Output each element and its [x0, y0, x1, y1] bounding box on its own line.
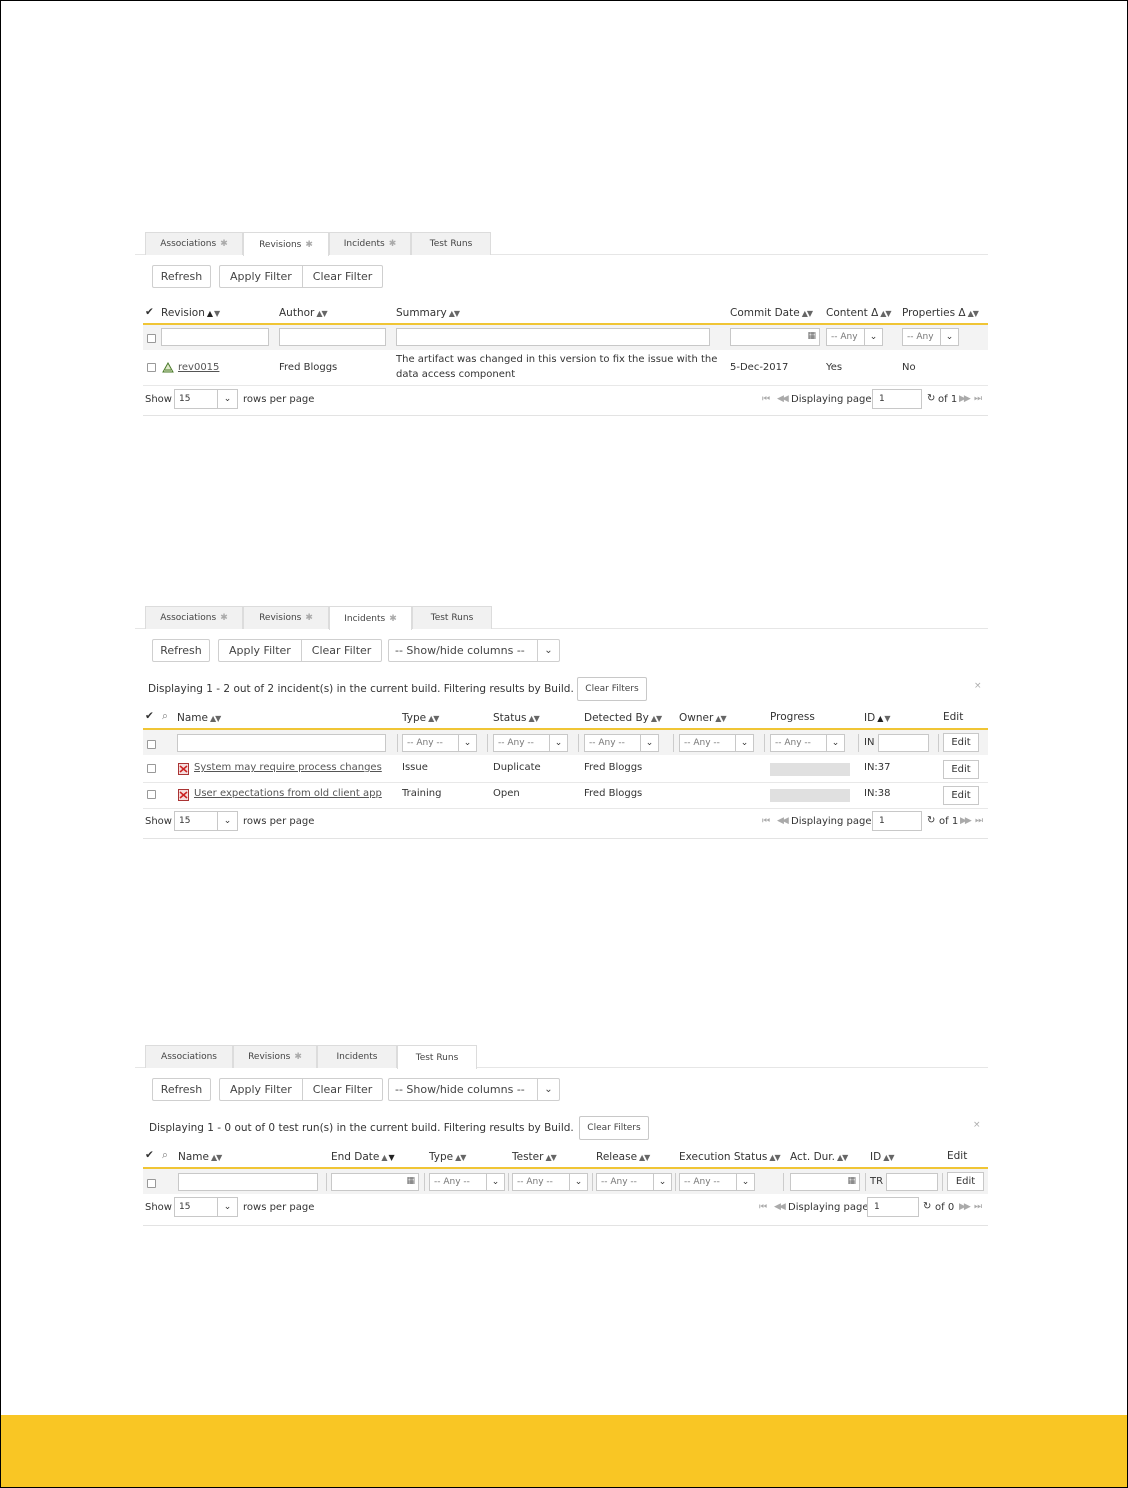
footer-accent-bar — [1, 1415, 1127, 1487]
rows-per-page-select[interactable] — [174, 811, 238, 831]
select-value: -- Any -- — [407, 738, 443, 748]
tab-label: Incidents — [344, 613, 386, 624]
id-filter-input[interactable] — [878, 734, 929, 752]
filter-row — [143, 1169, 988, 1194]
rows-per-page-label: rows per page — [243, 816, 315, 827]
sort-icon[interactable]: ▼ — [388, 1153, 394, 1162]
last-page-icon[interactable]: ⏭ — [974, 1202, 981, 1212]
clear-filter-button[interactable]: Clear Filter — [302, 1079, 383, 1100]
release-filter-select[interactable] — [596, 1173, 672, 1191]
edit-button[interactable]: Edit — [943, 786, 979, 805]
show-hide-columns-select[interactable] — [388, 639, 560, 662]
refresh-button[interactable]: Refresh — [152, 265, 211, 288]
sort-icon[interactable]: ▲▼ — [639, 1153, 650, 1162]
id-cell: IN:38 — [864, 788, 891, 799]
edit-filter-button[interactable]: Edit — [943, 733, 979, 752]
type-filter-select[interactable] — [429, 1173, 505, 1191]
select-value: 15 — [179, 394, 191, 404]
filter-message: Displaying 1 - 2 out of 2 incident(s) in the current build. Filtering results by Build. — [148, 683, 574, 695]
next-page-icon[interactable]: ▶▶ — [960, 816, 970, 826]
status-cell: Open — [493, 788, 520, 799]
gear-icon: ✱ — [220, 613, 228, 623]
col-label: Act. Dur. — [790, 1151, 835, 1163]
row-checkbox[interactable] — [147, 363, 156, 372]
col-label: Author — [279, 307, 315, 319]
col-header-edit: Edit — [943, 711, 964, 723]
revisions-panel — [143, 232, 988, 422]
col-label: Summary — [396, 307, 447, 319]
incident-icon — [178, 789, 189, 801]
col-header-name[interactable] — [177, 712, 220, 724]
summary-cell-line2: data access component — [396, 369, 516, 380]
col-label: Execution Status — [679, 1151, 768, 1163]
tab-revisions[interactable] — [233, 1045, 317, 1068]
select-value: -- Any -- — [775, 738, 811, 748]
col-label: ID — [870, 1151, 882, 1163]
tab-revisions[interactable] — [243, 606, 329, 629]
progress-bar — [770, 763, 850, 776]
id-filter-input[interactable] — [886, 1173, 938, 1191]
tab-label: Incidents — [336, 1052, 378, 1062]
edit-button[interactable]: Edit — [943, 760, 979, 779]
col-header-status[interactable] — [493, 712, 539, 724]
calendar-icon[interactable]: ▦ — [406, 1176, 415, 1186]
sort-icon[interactable]: ▲▼ — [316, 309, 327, 318]
sort-icon[interactable]: ▲ — [381, 1153, 387, 1162]
name-filter-input[interactable] — [178, 1173, 318, 1191]
tab-label: Associations — [160, 239, 217, 249]
col-header-release[interactable] — [596, 1151, 649, 1163]
clear-filter-button[interactable]: Clear Filter — [301, 640, 382, 661]
progress-bar — [770, 789, 850, 802]
sort-icon[interactable]: ▼ — [214, 309, 220, 318]
chevron-down-icon[interactable]: ⌄ — [217, 390, 237, 408]
revision-link[interactable]: rev0015 — [178, 362, 220, 373]
page-count-label: of 0 — [935, 1202, 955, 1213]
select-value: -- Any -- — [434, 1177, 470, 1187]
detected-by-filter-select[interactable] — [584, 734, 659, 752]
col-label: Owner — [679, 712, 714, 724]
rows-per-page-label: rows per page — [243, 1202, 315, 1213]
type-cell: Issue — [402, 762, 428, 773]
select-value: 15 — [179, 1202, 191, 1212]
revision-icon — [162, 362, 174, 373]
refresh-icon[interactable]: ↻ — [927, 815, 936, 826]
sort-icon[interactable]: ▲▼ — [545, 1153, 556, 1162]
summary-cell-line1: The artifact was changed in this version to fix the issue with the — [396, 354, 718, 365]
revision-filter-input[interactable] — [161, 328, 269, 346]
col-label: End Date — [331, 1151, 380, 1163]
col-label: Type — [429, 1151, 454, 1163]
chevron-down-icon[interactable]: ⌄ — [940, 329, 958, 345]
filter-row — [143, 325, 988, 350]
rows-per-page-select[interactable] — [174, 1197, 238, 1217]
col-label: Revision — [161, 307, 205, 319]
sort-icon[interactable]: ▲▼ — [455, 1153, 466, 1162]
tab-label: Associations — [161, 1052, 217, 1062]
tab-label: Associations — [160, 613, 217, 623]
displaying-page-label: Displaying page — [788, 1202, 869, 1213]
sort-icon[interactable]: ▲▼ — [769, 1153, 780, 1162]
chevron-down-icon[interactable]: ⌄ — [217, 812, 237, 830]
clear-filters-button[interactable]: Clear Filters — [579, 1116, 649, 1140]
select-value: -- Any -- — [498, 738, 534, 748]
owner-filter-select[interactable] — [679, 734, 754, 752]
select-all-checkbox[interactable] — [147, 740, 156, 749]
col-header-name[interactable] — [178, 1151, 221, 1163]
filter-row — [143, 730, 988, 755]
chevron-down-icon[interactable]: ⌄ — [569, 1174, 587, 1190]
chevron-down-icon[interactable]: ⌄ — [640, 735, 658, 751]
panel-bottom-border — [143, 1225, 988, 1226]
rows-per-page-select[interactable] — [174, 389, 238, 409]
calendar-icon[interactable]: ▦ — [807, 331, 816, 341]
incidents-panel — [143, 606, 988, 846]
gear-icon: ✱ — [294, 1052, 302, 1062]
prev-page-icon[interactable]: ◀◀ — [774, 1202, 784, 1212]
id-prefix-label: IN — [864, 737, 875, 748]
gear-icon: ✱ — [389, 613, 397, 624]
apply-filter-button[interactable]: Apply Filter — [230, 1083, 292, 1096]
prev-page-icon[interactable]: ◀◀ — [777, 816, 787, 826]
content-cell: Yes — [826, 362, 843, 373]
col-label: Release — [596, 1151, 638, 1163]
select-value: -- Show/hide columns -- — [395, 1083, 525, 1096]
show-label: Show — [145, 816, 172, 827]
chevron-down-icon[interactable]: ⌄ — [549, 735, 567, 751]
end-date-filter-input[interactable] — [331, 1173, 419, 1191]
tab-incidents[interactable] — [329, 606, 412, 630]
row-checkbox[interactable] — [147, 764, 156, 773]
gear-icon: ✱ — [305, 613, 313, 623]
refresh-button[interactable]: Refresh — [152, 639, 210, 662]
execution-status-filter-select[interactable] — [679, 1173, 755, 1191]
commit-date-filter-input[interactable] — [730, 328, 820, 346]
sort-icon[interactable]: ▲ — [206, 309, 213, 318]
select-value: -- Any -- — [601, 1177, 637, 1187]
col-header-id[interactable] — [864, 712, 890, 724]
id-prefix-label: TR — [870, 1176, 884, 1187]
name-filter-input[interactable] — [177, 734, 386, 752]
id-cell: IN:37 — [864, 762, 891, 773]
tab-bar — [143, 1045, 988, 1068]
col-label: Properties Δ — [902, 307, 966, 319]
test-runs-panel — [143, 1045, 988, 1235]
tab-test-runs[interactable] — [397, 1045, 477, 1069]
sort-icon[interactable]: ▲▼ — [880, 309, 891, 318]
sort-icon[interactable]: ▼ — [884, 714, 890, 723]
refresh-icon[interactable]: ↻ — [927, 393, 936, 404]
type-cell: Training — [402, 788, 442, 799]
pager — [143, 1195, 988, 1223]
col-header-content[interactable] — [826, 307, 891, 319]
col-label: Content Δ — [826, 307, 879, 319]
tab-label: Incidents — [343, 239, 385, 249]
tab-incidents[interactable] — [329, 232, 411, 255]
chevron-down-icon[interactable]: ⌄ — [537, 640, 559, 661]
col-header-act-dur[interactable] — [790, 1151, 847, 1163]
type-filter-select[interactable] — [402, 734, 477, 752]
gear-icon: ✱ — [220, 239, 228, 249]
sort-icon[interactable]: ▲▼ — [209, 714, 221, 723]
tab-label: Revisions — [259, 239, 302, 250]
properties-filter-select[interactable] — [902, 328, 959, 346]
col-header-commit-date[interactable] — [730, 307, 812, 319]
select-value: -- Any -- — [684, 1177, 720, 1187]
attachment-icon: ⌕ — [162, 710, 168, 722]
select-value: -- Any -- — [517, 1177, 553, 1187]
tab-associations[interactable] — [145, 232, 243, 255]
edit-filter-button[interactable]: Edit — [947, 1172, 984, 1191]
chevron-down-icon[interactable]: ⌄ — [735, 735, 753, 751]
select-all-check-icon[interactable]: ✔ — [145, 1149, 154, 1161]
chevron-down-icon[interactable]: ⌄ — [537, 1079, 559, 1100]
tester-filter-select[interactable] — [512, 1173, 588, 1191]
col-label: Tester — [512, 1151, 544, 1163]
select-value: -- Show/hide columns -- — [395, 644, 525, 657]
select-value: 15 — [179, 816, 191, 826]
detected-by-cell: Fred Bloggs — [584, 788, 643, 799]
col-label: Detected By — [584, 712, 649, 724]
col-label: Name — [177, 712, 208, 724]
page-number-input[interactable]: 1 — [872, 389, 922, 409]
page-count-label: of 1 — [938, 394, 958, 405]
sort-icon[interactable]: ▲▼ — [967, 309, 978, 318]
calendar-icon[interactable]: ▦ — [847, 1176, 856, 1186]
incident-name-link[interactable]: System may require process changes — [194, 762, 382, 773]
close-icon[interactable]: × — [973, 1120, 981, 1130]
select-all-checkbox[interactable] — [147, 1179, 156, 1188]
content-filter-select[interactable] — [826, 328, 883, 346]
col-header-tester[interactable] — [512, 1151, 556, 1163]
pager — [143, 809, 988, 837]
tab-incidents[interactable] — [317, 1045, 397, 1068]
select-value: -- Any -- — [589, 738, 625, 748]
col-header-revision[interactable] — [161, 307, 219, 319]
tab-label: Test Runs — [415, 1052, 459, 1063]
col-header-type[interactable] — [429, 1151, 465, 1163]
rows-per-page-label: rows per page — [243, 394, 315, 405]
status-cell: Duplicate — [493, 762, 541, 773]
col-header-execution-status[interactable] — [679, 1151, 780, 1163]
col-header-end-date[interactable] — [331, 1151, 394, 1163]
chevron-down-icon[interactable]: ⌄ — [864, 329, 882, 345]
displaying-page-label: Displaying page — [791, 816, 872, 827]
author-cell: Fred Bloggs — [279, 362, 338, 373]
apply-filter-button[interactable]: Apply Filter — [230, 270, 292, 283]
panel-bottom-border — [143, 415, 988, 416]
col-header-detected-by[interactable] — [584, 712, 661, 724]
sort-icon[interactable]: ▲▼ — [448, 309, 460, 318]
properties-cell: No — [902, 362, 916, 373]
act-dur-filter-input[interactable] — [790, 1173, 860, 1191]
page-number-input[interactable]: 1 — [867, 1197, 919, 1217]
select-value: -- Any — [831, 332, 858, 342]
tab-associations[interactable] — [145, 606, 243, 629]
row-divider — [143, 782, 988, 783]
col-header-id[interactable] — [870, 1151, 894, 1163]
next-page-icon[interactable]: ▶▶ — [959, 394, 969, 404]
next-page-icon[interactable]: ▶▶ — [959, 1202, 969, 1212]
col-label: Name — [178, 1151, 209, 1163]
clear-filter-button[interactable]: Clear Filter — [302, 266, 383, 287]
tab-label: Test Runs — [429, 239, 473, 249]
tab-bar — [143, 232, 988, 255]
chevron-down-icon[interactable]: ⌄ — [217, 1198, 237, 1216]
filter-button-group — [219, 265, 383, 288]
col-label: Status — [493, 712, 527, 724]
sort-icon[interactable]: ▲▼ — [650, 714, 662, 723]
chevron-down-icon[interactable]: ⌄ — [458, 735, 476, 751]
status-filter-select[interactable] — [493, 734, 568, 752]
show-label: Show — [145, 394, 172, 405]
filter-button-group — [219, 1078, 383, 1101]
col-header-type[interactable] — [402, 712, 438, 724]
panel-bottom-border — [143, 838, 988, 839]
select-all-check-icon[interactable]: ✔ — [145, 306, 154, 318]
summary-filter-input[interactable] — [396, 328, 710, 346]
select-all-check-icon[interactable]: ✔ — [145, 710, 154, 722]
prev-page-icon[interactable]: ◀◀ — [777, 394, 787, 404]
last-page-icon[interactable]: ⏭ — [974, 394, 981, 404]
progress-filter-select[interactable] — [770, 734, 845, 752]
gear-icon: ✱ — [388, 239, 397, 249]
show-hide-columns-select[interactable] — [388, 1078, 560, 1101]
row-checkbox[interactable] — [147, 790, 156, 799]
displaying-page-label: Displaying page — [791, 394, 872, 405]
incident-icon — [178, 763, 189, 775]
last-page-icon[interactable]: ⏭ — [975, 816, 982, 826]
col-header-owner[interactable] — [679, 712, 726, 724]
first-page-icon[interactable]: ⏮ — [759, 1202, 766, 1212]
select-all-checkbox[interactable] — [147, 334, 156, 343]
chevron-down-icon[interactable]: ⌄ — [826, 735, 844, 751]
col-header-edit: Edit — [947, 1150, 968, 1162]
refresh-icon[interactable]: ↻ — [923, 1201, 932, 1212]
detected-by-cell: Fred Bloggs — [584, 762, 643, 773]
sort-icon[interactable]: ▲ — [877, 714, 883, 723]
sort-icon[interactable]: ▲▼ — [210, 1153, 222, 1162]
tab-bar — [143, 606, 988, 629]
sort-icon[interactable]: ▲▼ — [428, 714, 439, 723]
first-page-icon[interactable]: ⏮ — [762, 816, 769, 826]
show-label: Show — [145, 1202, 172, 1213]
tab-label: Test Runs — [430, 613, 474, 623]
page-count-label: of 1 — [939, 816, 959, 827]
col-header-author[interactable] — [279, 307, 327, 319]
incident-name-link[interactable]: User expectations from old client app — [194, 788, 382, 799]
col-label: Type — [402, 712, 427, 724]
sort-icon[interactable]: ▲▼ — [883, 1153, 894, 1162]
chevron-down-icon[interactable]: ⌄ — [653, 1174, 671, 1190]
row-divider — [143, 385, 988, 386]
author-filter-input[interactable] — [279, 328, 386, 346]
pager — [143, 387, 988, 415]
tab-associations[interactable] — [145, 1045, 233, 1068]
tab-test-runs[interactable] — [411, 232, 491, 255]
gear-icon: ✱ — [305, 239, 313, 250]
chevron-down-icon[interactable]: ⌄ — [486, 1174, 504, 1190]
tab-test-runs[interactable] — [412, 606, 492, 629]
attachment-icon: ⌕ — [162, 1149, 168, 1161]
page-number-input[interactable]: 1 — [872, 811, 922, 831]
sort-icon[interactable]: ▲▼ — [528, 714, 539, 723]
tab-label: Revisions — [259, 613, 302, 623]
col-label: ID — [864, 712, 876, 724]
sort-icon[interactable]: ▲▼ — [837, 1153, 848, 1162]
sort-icon[interactable]: ▲▼ — [801, 309, 812, 318]
col-header-progress: Progress — [770, 711, 815, 723]
col-header-summary[interactable] — [396, 307, 459, 319]
col-header-properties[interactable] — [902, 307, 978, 319]
tab-revisions[interactable] — [243, 232, 329, 256]
tab-label: Revisions — [248, 1052, 291, 1062]
refresh-button[interactable]: Refresh — [152, 1078, 211, 1101]
apply-filter-button[interactable]: Apply Filter — [229, 644, 291, 657]
col-label: Commit Date — [730, 307, 800, 319]
filter-button-group — [218, 639, 382, 662]
select-value: -- Any -- — [684, 738, 720, 748]
first-page-icon[interactable]: ⏮ — [762, 394, 769, 404]
commit-date-cell: 5-Dec-2017 — [730, 362, 789, 373]
filter-message: Displaying 1 - 0 out of 0 test run(s) in the current build. Filtering results by Build. — [149, 1122, 574, 1134]
sort-icon[interactable]: ▲▼ — [715, 714, 726, 723]
clear-filters-button[interactable]: Clear Filters — [577, 677, 647, 701]
select-value: -- Any — [907, 332, 934, 342]
chevron-down-icon[interactable]: ⌄ — [736, 1174, 754, 1190]
close-icon[interactable]: × — [974, 681, 982, 691]
